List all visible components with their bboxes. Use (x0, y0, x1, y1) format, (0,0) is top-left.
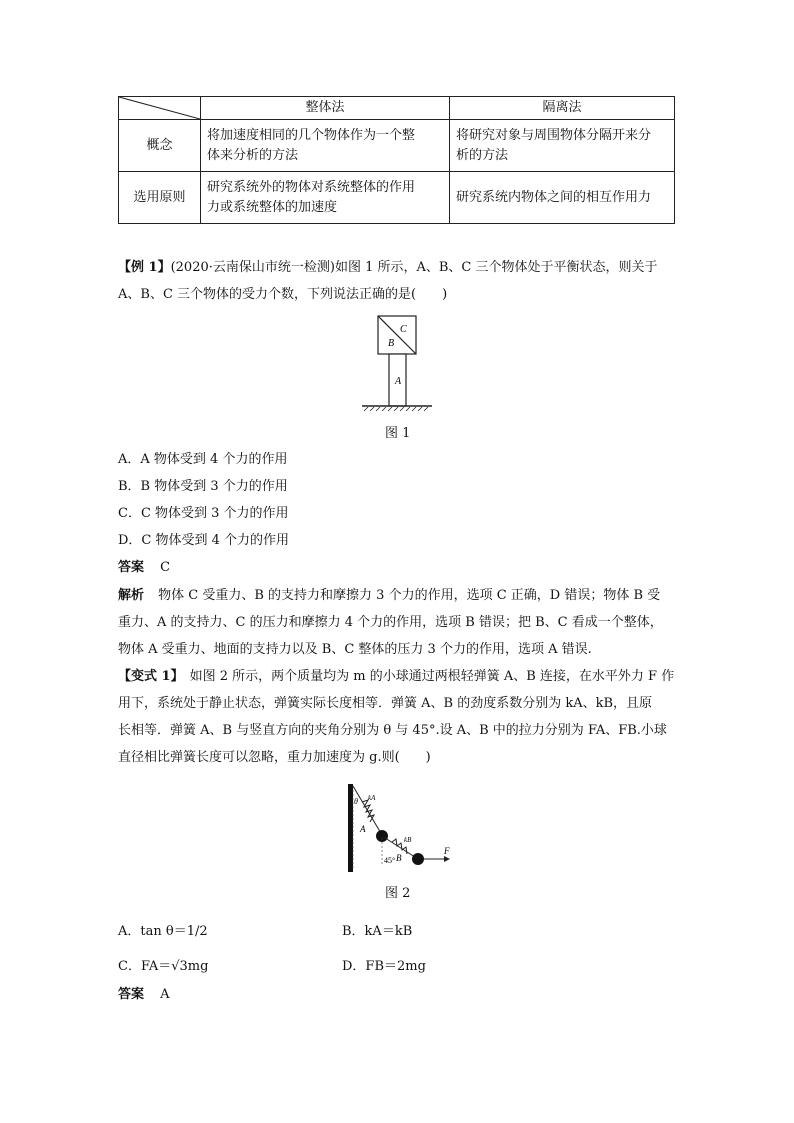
variant1-option-b: B．kA＝kB (342, 924, 413, 939)
answer-value: C (160, 560, 171, 575)
table-cell (450, 172, 675, 224)
variant1-line3: 长相等．弹簧 A、B 与竖直方向的夹角分别为 θ 与 45°.设 A、B 中的拉力分别为 FA、FB.小球 (118, 723, 667, 738)
figure1-label-b: B (388, 338, 395, 349)
header-whole-method: 整体法 (201, 97, 450, 120)
variant1-option-d: D．FB＝2mg (342, 959, 426, 974)
row-label-concept: 概念 (119, 120, 201, 172)
figure2-caption: 图 2 (385, 886, 411, 901)
variant1-option-c: C．FA＝√3mg (118, 959, 209, 974)
table-cell (201, 120, 450, 172)
variant1-text: 如图 2 所示，两个质量均为 m 的小球通过两根轻弹簧 A、B 连接，在水平外力 F 作 (189, 669, 675, 684)
example1-option-c: C．C 物体受到 3 个力的作用 (118, 506, 289, 521)
table-cell (450, 120, 675, 172)
answer-label: 答案 (118, 560, 145, 575)
diagonal-corner-cell (119, 97, 201, 120)
table-header-row (119, 97, 675, 120)
analysis-line3: 物体 A 受重力、地面的支持力以及 B、C 整体的压力 3 个力的作用，选项 A 错误. (118, 642, 592, 657)
table-row (119, 172, 675, 224)
cell-line: 研究系统内物体之间的相互作用力 (456, 189, 652, 205)
answer-value: A (160, 987, 170, 1002)
cell-line: 析的方法 (456, 147, 509, 163)
example1-line1 (118, 258, 658, 278)
example1-option-a: A．A 物体受到 4 个力的作用 (118, 452, 288, 467)
row-label-principle: 选用原则 (119, 172, 201, 224)
table-row (119, 120, 675, 172)
figure1-caption: 图 1 (385, 426, 411, 441)
analysis-line1 (118, 586, 660, 606)
figure2-label-kb: kB (404, 836, 412, 844)
table-cell (201, 172, 450, 224)
example1-option-d: D．C 物体受到 4 个力的作用 (118, 533, 290, 548)
cell-line: 将研究对象与周围物体分隔开来分 (456, 127, 652, 143)
analysis-line2: 重力、A 的支持力、C 的压力和摩擦力 4 个力的作用，选项 B 错误；把 B、C 看成一个整体， (118, 615, 663, 630)
variant1-line1 (118, 667, 674, 687)
figure2-label-45: 45° (384, 856, 396, 865)
figure2-label-ka: kA (368, 794, 376, 802)
header-isolation-method: 隔离法 (450, 97, 675, 120)
example1-line2: A、B、C 三个物体的受力个数，下列说法正确的是( ) (118, 287, 448, 302)
variant1-line2: 用下，系统处于静止状态，弹簧实际长度相等．弹簧 A、B 的劲度系数分别为 kA、kB，且原 (118, 696, 653, 711)
example1-option-b: B．B 物体受到 3 个力的作用 (118, 479, 288, 494)
example1-text: (2020·云南保山市统一检测)如图 1 所示，A、B、C 三个物体处于平衡状态，则关于 (170, 260, 658, 275)
variant1-line4: 直径相比弹簧长度可以忽略，重力加速度为 g.则( ) (118, 750, 431, 765)
diagonal-line (119, 97, 200, 119)
figure2-label-a: A (360, 824, 366, 834)
cell-line: 体来分析的方法 (207, 147, 299, 163)
answer-label: 答案 (118, 987, 145, 1002)
figure2-label-f: F (444, 846, 450, 856)
figure2-label-theta: θ (354, 797, 358, 806)
variant1-option-a: A．tan θ＝1/2 (118, 924, 208, 939)
figure1-label-a: A (395, 376, 402, 387)
figure2-label-b: B (396, 853, 402, 863)
cell-line: 将加速度相同的几个物体作为一个整 (207, 127, 416, 143)
variant1-answer (118, 985, 170, 1005)
analysis-text: 物体 C 受重力、B 的支持力和摩擦力 3 个力的作用，选项 C 正确，D 错误；物体 B 受 (158, 588, 661, 603)
figure1-label-c: C (400, 324, 407, 335)
comparison-table (118, 96, 675, 224)
example1-tag: 【例 1】 (118, 260, 171, 275)
example1-answer (118, 558, 170, 578)
figure1-diagram (362, 312, 434, 412)
figure2-diagram (340, 780, 460, 875)
analysis-label: 解析 (118, 588, 145, 603)
variant1-tag: 【变式 1】 (118, 669, 184, 684)
cell-line: 研究系统外的物体对系统整体的作用 (207, 179, 416, 195)
cell-line: 力或系统整体的加速度 (207, 199, 338, 215)
